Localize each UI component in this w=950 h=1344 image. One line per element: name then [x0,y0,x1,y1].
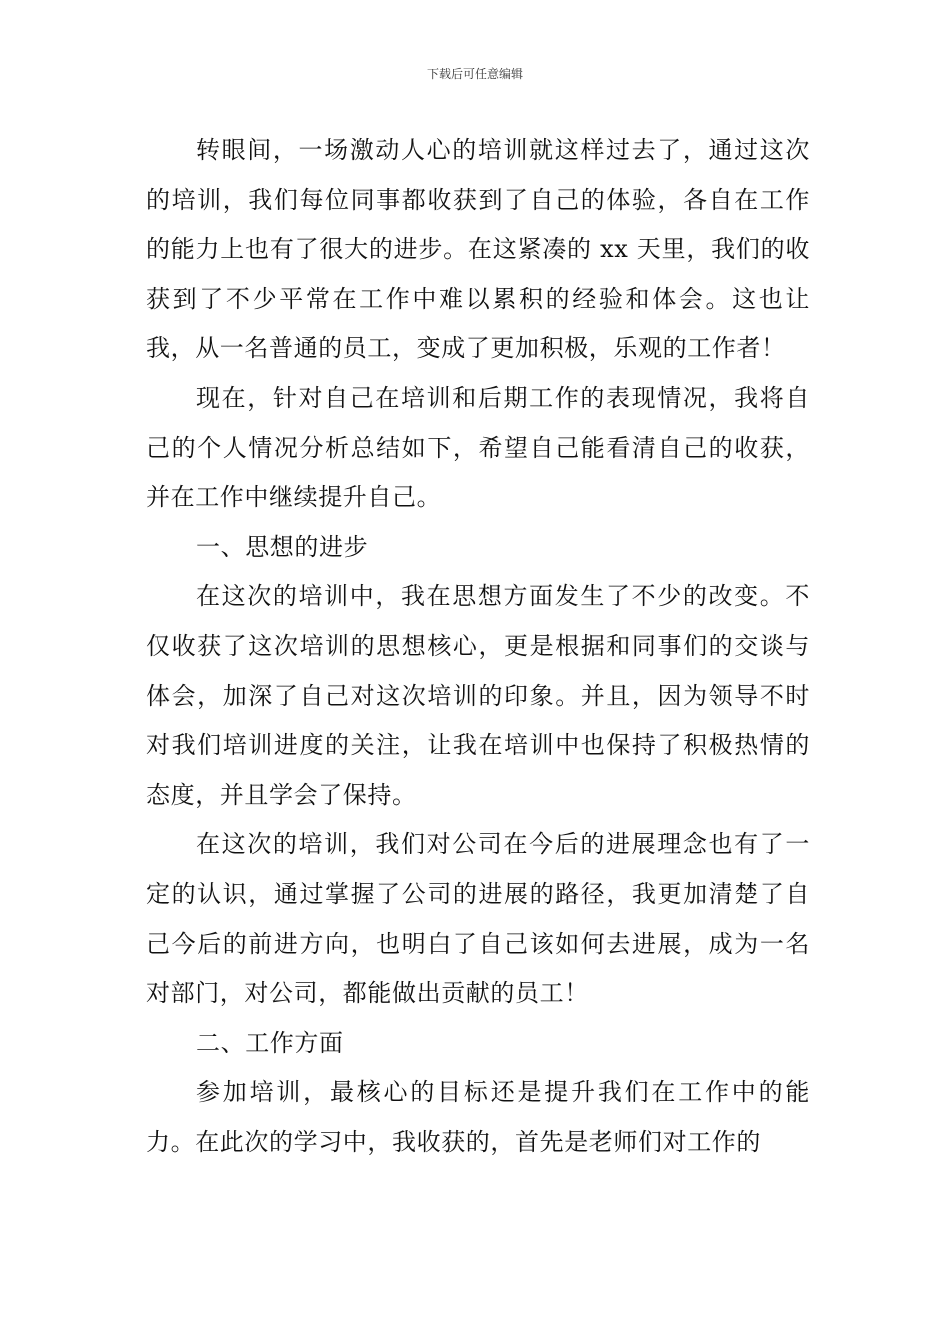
paragraph: 在这次的培训，我们对公司在今后的进展理念也有了一定的认识，通过掌握了公司的进展的路径，我更加清楚了自己今后的前进方向，也明白了自己该如何去进展，成为一名对部门，对公司，都能做出贡献的员工！ [146,830,810,1008]
page-header: 下载后可任意编辑 [426,67,523,81]
paragraph: 在这次的培训中，我在思想方面发生了不少的改变。不仅收获了这次培训的思想核心，更是根据和同事们的交谈与体会，加深了自己对这次培训的印象。并且，因为领导不时对我们培训进度的关注，让我在培训中也保持了积极热情的态度，并且学会了保持。 [146,582,810,809]
paragraph: 现在，针对自己在培训和后期工作的表现情况，我将自己的个人情况分析总结如下，希望自己能看清自己的收获，并在工作中继续提升自己。 [146,383,810,512]
document-body [146,126,810,1167]
paragraph: 转眼间，一场激动人心的培训就这样过去了，通过这次的培训，我们每位同事都收获到了自己的体验，各自在工作的能力上也有了很大的进步。在这紧凑的 xx 天里，我们的收获到了不少平常在工作中难以累积的经验和体会。这也让我，从一名普通的员工，变成了更加积极，乐观的工作者！ [146,136,810,363]
section-heading: 二、工作方面 [196,1028,344,1057]
paragraph: 参加培训，最核心的目标还是提升我们在工作中的能力。在此次的学习中，我收获的，首先是老师们对工作的 [146,1078,810,1156]
section-heading: 一、思想的进步 [196,532,369,561]
